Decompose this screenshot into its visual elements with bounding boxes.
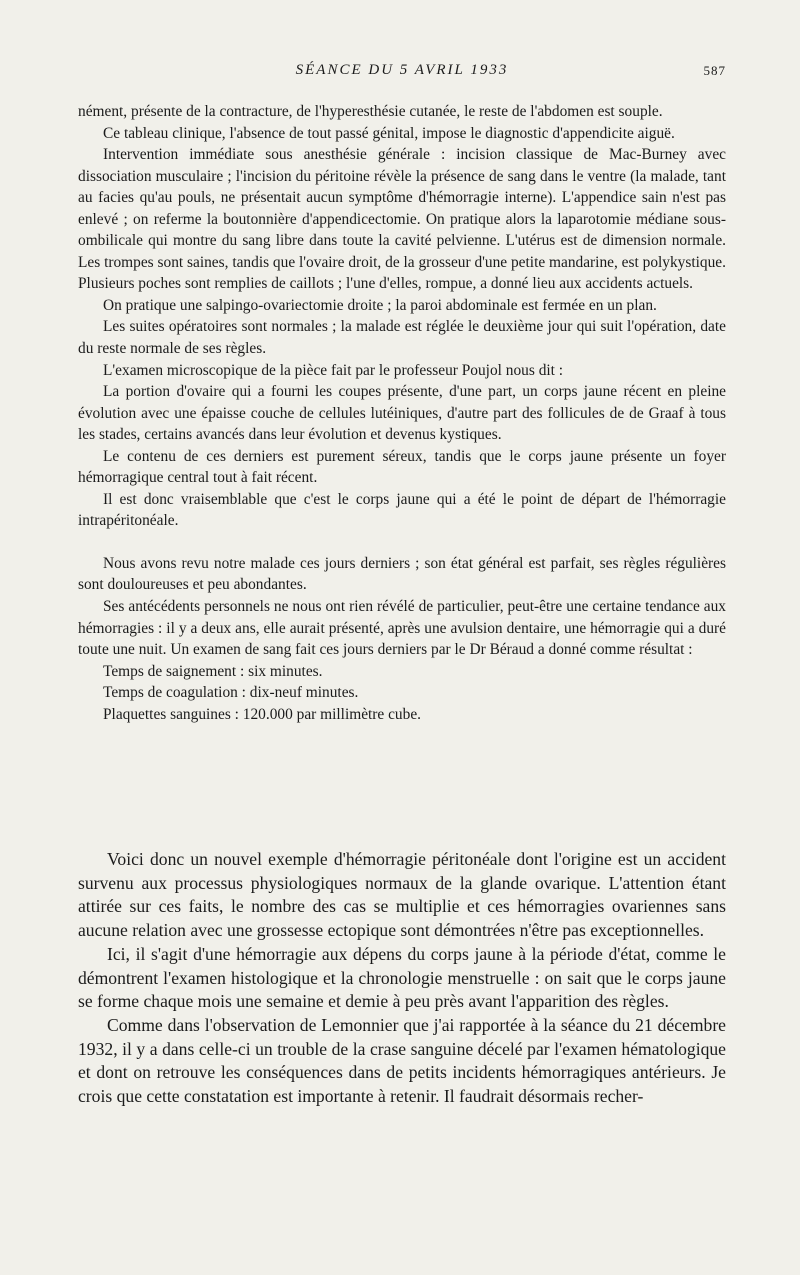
paragraph: Ses antécédents personnels ne nous ont rien révélé de particulier, peut-être une certaine tendance aux hémorragies : il y a deux ans, elle aurait présenté, après une avulsion dentaire, une hémorragie qui a duré toute une nuit. Un examen de sang fait ces jours derniers par le Dr Béraud a donné comme résultat : <box>78 598 726 659</box>
running-head <box>78 62 726 84</box>
paragraph: Voici donc un nouvel exemple d'hémorragie péritonéale dont l'origine est un accident survenu aux processus physiologiques normaux de la glande ovarique. L'attention étant attirée sur ces faits, le nombre des cas se multiplie et ces hémorragies ovariennes sans aucune relation avec une grossesse ectopique sont démontrées n'être pas exceptionnelles. <box>78 849 726 941</box>
paragraph: Intervention immédiate sous anesthésie générale : incision classique de Mac-Burney avec dissociation musculaire ; l'incision du péritoine révèle la présence de sang dans le ventre (la malade, tant au facies qu'au pouls, ne présentait aucun symptôme d'hémorragie interne). L'appendice sain n'est pas enlevé ; on referme la boutonnière d'appendicectomie. On pratique alors la laparotomie médiane sous-ombilicale qui montre du sang libre dans toute la cavité pelvienne. L'utérus est de dimension normale. Les trompes sont saines, tandis que l'ovaire droit, de la grosseur d'une petite mandarine, est polykystique. Plusieurs poches sont remplies de caillots ; l'une d'elles, rompue, a donné lieu aux accidents actuels. <box>78 146 726 293</box>
lab-result-line: Temps de saignement : six minutes. <box>103 662 323 680</box>
paragraph: Ce tableau clinique, l'absence de tout passé génital, impose le diagnostic d'appendicite aiguë. <box>103 124 675 142</box>
paragraph: L'examen microscopique de la pièce fait par le professeur Poujol nous dit : <box>103 361 564 379</box>
case-report-section <box>78 101 726 725</box>
paragraph: Nous avons revu notre malade ces jours derniers ; son état général est parfait, ses règles régulières sont douloureuses et peu abondantes. <box>78 554 726 594</box>
paragraph: Il est donc vraisemblable que c'est le corps jaune qui a été le point de départ de l'hémorragie intrapéritonéale. <box>78 490 726 530</box>
paragraph: Ici, il s'agit d'une hémorragie aux dépens du corps jaune à la période d'état, comme le démontrent l'examen histologique et la chronologie menstruelle : on sait que le corps jaune se forme chaque mois une semaine et demie à peu près avant l'apparition des règles. <box>78 943 726 1012</box>
lab-result-line: Plaquettes sanguines : 120.000 par millimètre cube. <box>103 705 422 723</box>
paragraph: Les suites opératoires sont normales ; la malade est réglée le deuxième jour qui suit l'opération, date du reste normale de ses règles. <box>78 318 726 358</box>
discussion-section <box>78 848 726 1109</box>
paragraph: Comme dans l'observation de Lemonnier que j'ai rapportée à la séance du 21 décembre 1932, il y a dans celle-ci un trouble de la crase sanguine décelé par l'examen hématologique et dont on retrouve les conséquences dans de petits incidents hémorragiques antérieurs. Je crois que cette constatation est importante à retenir. Il faudrait désormais recher- <box>78 1014 726 1107</box>
running-title: SÉANCE DU 5 AVRIL 1933 <box>295 62 509 78</box>
paragraph: On pratique une salpingo-ovariectomie droite ; la paroi abdominale est fermée en un plan. <box>103 296 657 314</box>
paragraph: La portion d'ovaire qui a fourni les coupes présente, d'une part, un corps jaune récent en pleine évolution avec une épaisse couche de cellules lutéiniques, d'autre part des follicules de de Graaf à tous les stades, certains avancés dans leur évolution et devenus kystiques. <box>78 383 726 444</box>
lab-result-line: Temps de coagulation : dix-neuf minutes. <box>103 684 359 702</box>
page-number: 587 <box>703 63 726 78</box>
paragraph: nément, présente de la contracture, de l'hyperesthésie cutanée, le reste de l'abdomen est souple. <box>78 103 663 120</box>
paragraph: Le contenu de ces derniers est purement séreux, tandis que le corps jaune présente un foyer hémorragique central tout à fait récent. <box>78 447 726 487</box>
